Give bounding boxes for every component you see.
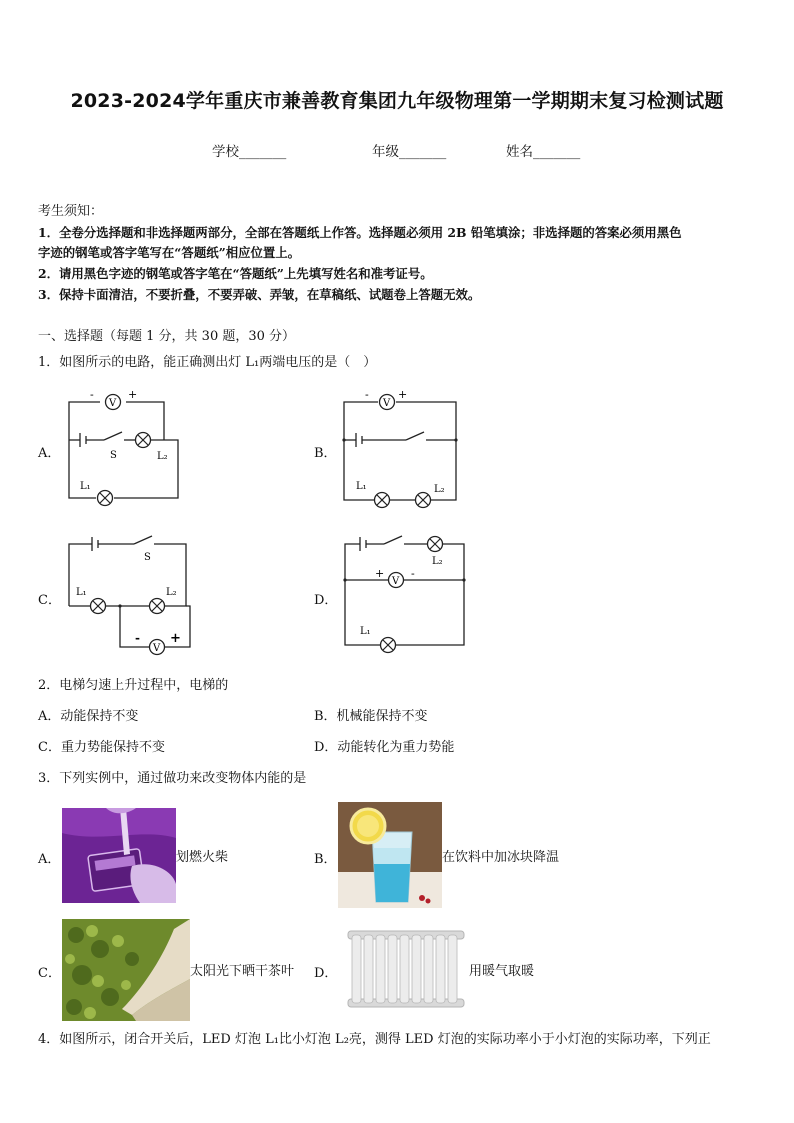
school-field: 学校_______ [212, 144, 287, 160]
q3-option-d-text: 用暖气取暖 [469, 964, 535, 979]
q1-option-c-label: C． [38, 593, 61, 608]
voltmeter-label: V [383, 398, 391, 409]
lamp-l1-label: L₁ [80, 481, 91, 492]
notice-line-2: 2．请用黑色字迹的钢笔或答字笔在“答题纸”上先填写姓名和准考证号。 [38, 266, 433, 281]
q3-option-c-text: 太阳光下晒干茶叶 [190, 964, 295, 979]
q1-option-d-label: D． [314, 593, 338, 608]
q2-option-c: C．重力势能保持不变 [38, 740, 165, 755]
q3-option-a-text: 划燃火柴 [176, 850, 229, 865]
name-field: 姓名_______ [506, 144, 581, 160]
iced-drink-photo [338, 802, 442, 908]
question-1-stem: 1．如图所示的电路，能正确测出灯 L₁两端电压的是（ ） [38, 355, 377, 370]
section-heading: 一、选择题（每题 1 分，共 30 题，30 分） [38, 329, 296, 344]
notice-line-3: 3．保持卡面清洁，不要折叠，不要弄破、弄皱，在草稿纸、试题卷上答题无效。 [38, 287, 481, 302]
question-2-stem: 2．电梯匀速上升过程中，电梯的 [38, 678, 229, 693]
lamp-l1-label: L₁ [360, 626, 371, 637]
q3-option-b-label: B． [314, 852, 337, 867]
question-4-stem: 4．如图所示，闭合开关后，LED 灯泡 L₁比小灯泡 L₂亮，测得 LED 灯泡的实际功率小于小灯泡的实际功率，下列正 [38, 1032, 711, 1047]
voltmeter-label: V [392, 576, 400, 587]
radiator-photo [344, 925, 468, 1013]
plus-sign: + [375, 567, 385, 580]
lamp-l1-label: L₁ [76, 587, 87, 598]
q2-option-a: A．动能保持不变 [38, 709, 139, 724]
q3-option-d-label: D． [314, 966, 338, 981]
notice-line-1b: 字迹的钢笔或答字笔写在“答题纸”相应位置上。 [38, 245, 301, 260]
page-title: 2023-2024学年重庆市兼善教育集团九年级物理第一学期期末复习检测试题 [70, 90, 724, 112]
minus-sign: - [365, 388, 369, 401]
circuit-diagram-d [336, 530, 471, 660]
voltmeter-label: V [153, 643, 161, 654]
circuit-diagram-b [336, 385, 466, 510]
tea-leaves-photo [62, 919, 190, 1021]
circuit-diagram-a [60, 385, 190, 510]
minus-sign: - [90, 388, 94, 401]
notice-line-1: 1．全卷分选择题和非选择题两部分，全部在答题纸上作答。选择题必须用 2B 铅笔填涂；非选择题的答案必须用黑色 [38, 225, 682, 240]
q2-option-b: B．机械能保持不变 [314, 709, 428, 724]
lamp-l2-label: L₂ [157, 451, 168, 462]
voltmeter-label: V [109, 398, 117, 409]
lamp-l1-label: L₁ [356, 481, 367, 492]
question-3-stem: 3．下列实例中，通过做功来改变物体内能的是 [38, 771, 307, 786]
plus-sign: + [170, 631, 181, 646]
q1-option-a-label: A． [38, 446, 61, 461]
q3-option-a-label: A． [38, 852, 61, 867]
minus-sign: - [411, 567, 415, 580]
circuit-diagram-c [60, 530, 195, 660]
plus-sign: + [398, 388, 408, 401]
lamp-l2-label: L₂ [432, 556, 443, 567]
q3-option-b-text: 在饮料中加冰块降温 [442, 850, 560, 865]
switch-label: S [144, 552, 151, 563]
grade-field: 年级_______ [372, 144, 447, 160]
lamp-l2-label: L₂ [434, 484, 445, 495]
q3-option-c-label: C． [38, 966, 61, 981]
q2-option-d: D．动能转化为重力势能 [314, 740, 455, 755]
minus-sign: - [135, 631, 140, 645]
plus-sign: + [128, 388, 138, 401]
match-striking-photo [62, 808, 176, 903]
notice-heading: 考生须知： [38, 204, 104, 219]
lamp-l2-label: L₂ [166, 587, 177, 598]
q1-option-b-label: B． [314, 446, 337, 461]
switch-label: S [110, 450, 117, 461]
